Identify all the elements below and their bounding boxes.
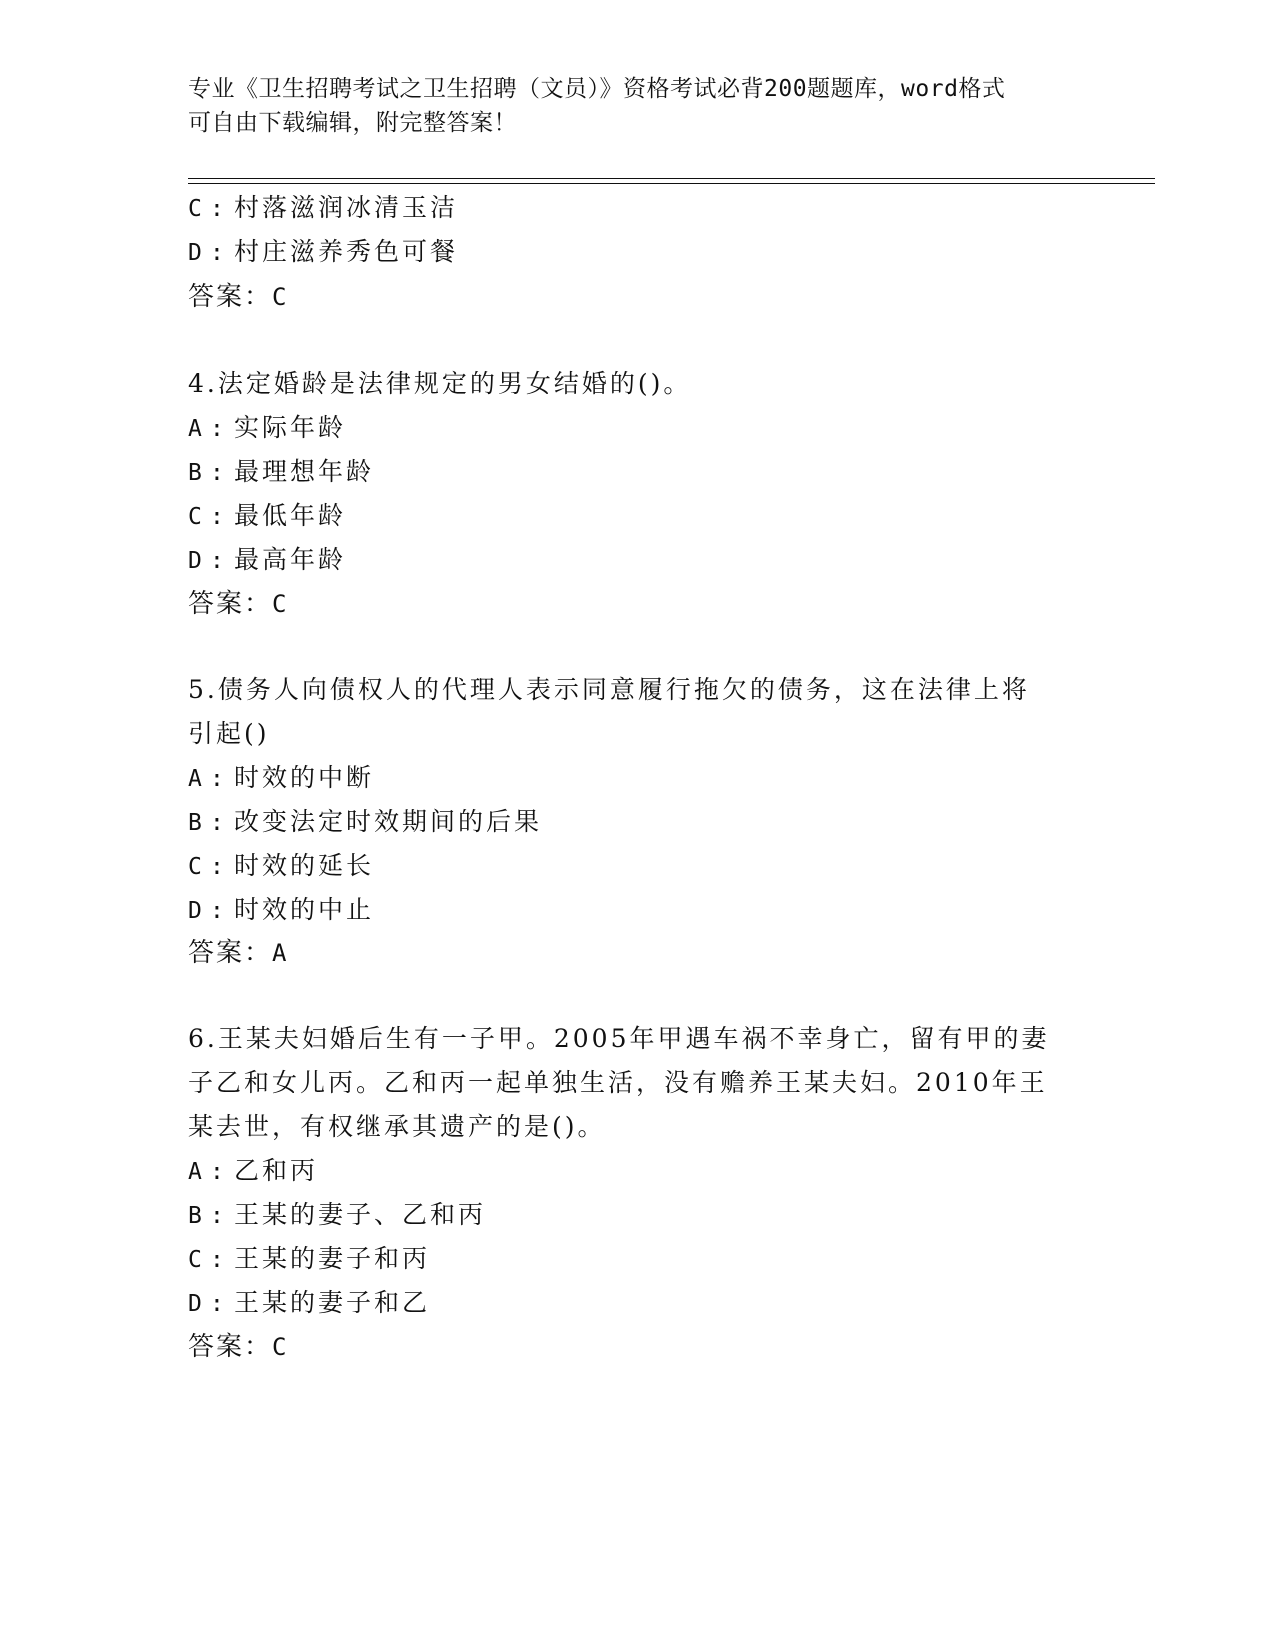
option-letter: D bbox=[188, 1291, 202, 1317]
option-letter: A bbox=[188, 766, 202, 792]
q5-option-a: A : 时效的中断 bbox=[188, 761, 374, 796]
answer-value: C bbox=[272, 590, 287, 618]
answer-label: 答案： bbox=[188, 282, 273, 312]
answer-label: 答案： bbox=[188, 1332, 273, 1362]
option-text: 最理想年龄 bbox=[234, 457, 375, 486]
q5-stem-line-2: 引起() bbox=[188, 719, 270, 748]
option-text: 实际年龄 bbox=[234, 413, 347, 442]
option-text: 王某的妻子和丙 bbox=[234, 1244, 431, 1273]
header-line-2: 可自由下载编辑，附完整答案！ bbox=[188, 110, 517, 136]
q6-option-b: B : 王某的妻子、乙和丙 bbox=[188, 1198, 486, 1233]
option-text: 改变法定时效期间的后果 bbox=[234, 807, 543, 836]
answer-value: C bbox=[272, 1333, 287, 1361]
q6-stem-line-3: 某去世，有权继承其遗产的是()。 bbox=[188, 1112, 606, 1141]
option-text: 王某的妻子和乙 bbox=[234, 1288, 431, 1317]
q6-stem-line-2: 子乙和女儿丙。乙和丙一起单独生活，没有赡养王某夫妇。2010年王 bbox=[188, 1068, 1048, 1097]
option-text: 村庄滋养秀色可餐 bbox=[234, 237, 459, 266]
header-divider-top bbox=[188, 178, 1155, 179]
q5-stem-line-1: 5.债务人向债权人的代理人表示同意履行拖欠的债务，这在法律上将 bbox=[188, 675, 1030, 704]
q5-option-d: D : 时效的中止 bbox=[188, 893, 374, 928]
option-letter: B bbox=[188, 1203, 202, 1229]
option-text: 最低年龄 bbox=[234, 501, 347, 530]
q4-answer bbox=[188, 587, 286, 621]
option-text: 乙和丙 bbox=[234, 1156, 319, 1185]
option-letter: D bbox=[188, 548, 202, 574]
q6-option-a: A : 乙和丙 bbox=[188, 1154, 318, 1189]
q4-option-c: C : 最低年龄 bbox=[188, 499, 346, 534]
option-letter: C bbox=[188, 854, 202, 880]
q3-answer bbox=[188, 280, 286, 314]
q3-option-d: D : 村庄滋养秀色可餐 bbox=[188, 235, 458, 270]
q6-option-c: C : 王某的妻子和丙 bbox=[188, 1242, 430, 1277]
option-letter: A bbox=[188, 416, 202, 442]
option-text: 时效的延长 bbox=[234, 851, 375, 880]
q3-option-c: C : 村落滋润冰清玉洁 bbox=[188, 191, 458, 226]
q4-option-b: B : 最理想年龄 bbox=[188, 455, 374, 490]
document-header bbox=[188, 72, 1078, 140]
option-text: 时效的中断 bbox=[234, 763, 375, 792]
q6-answer bbox=[188, 1330, 286, 1364]
q5-option-b: B : 改变法定时效期间的后果 bbox=[188, 805, 542, 840]
option-text: 王某的妻子、乙和丙 bbox=[234, 1200, 487, 1229]
q5-answer bbox=[188, 936, 286, 970]
option-letter: D bbox=[188, 898, 202, 924]
option-letter: C bbox=[188, 1247, 202, 1273]
option-letter: C bbox=[188, 196, 202, 222]
q4-stem: 4.法定婚龄是法律规定的男女结婚的()。 bbox=[188, 369, 692, 398]
q4-option-d: D : 最高年龄 bbox=[188, 543, 346, 578]
q5-option-c: C : 时效的延长 bbox=[188, 849, 374, 884]
option-text: 村落滋润冰清玉洁 bbox=[234, 193, 459, 222]
answer-label: 答案： bbox=[188, 589, 273, 619]
header-line-1: 专业《卫生招聘考试之卫生招聘（文员）》资格考试必背200题题库，word格式 bbox=[188, 76, 1006, 102]
option-letter: A bbox=[188, 1159, 202, 1185]
option-text: 最高年龄 bbox=[234, 545, 347, 574]
answer-label: 答案： bbox=[188, 938, 273, 968]
q6-option-d: D : 王某的妻子和乙 bbox=[188, 1286, 430, 1321]
q4-option-a: A : 实际年龄 bbox=[188, 411, 346, 446]
option-text: 时效的中止 bbox=[234, 895, 375, 924]
option-letter: C bbox=[188, 504, 202, 530]
header-divider-bottom bbox=[188, 183, 1155, 184]
answer-value: C bbox=[272, 283, 287, 311]
answer-value: A bbox=[272, 939, 287, 967]
q6-stem-line-1: 6.王某夫妇婚后生有一子甲。2005年甲遇车祸不幸身亡，留有甲的妻 bbox=[188, 1024, 1050, 1053]
option-letter: D bbox=[188, 240, 202, 266]
option-letter: B bbox=[188, 460, 202, 486]
option-letter: B bbox=[188, 810, 202, 836]
